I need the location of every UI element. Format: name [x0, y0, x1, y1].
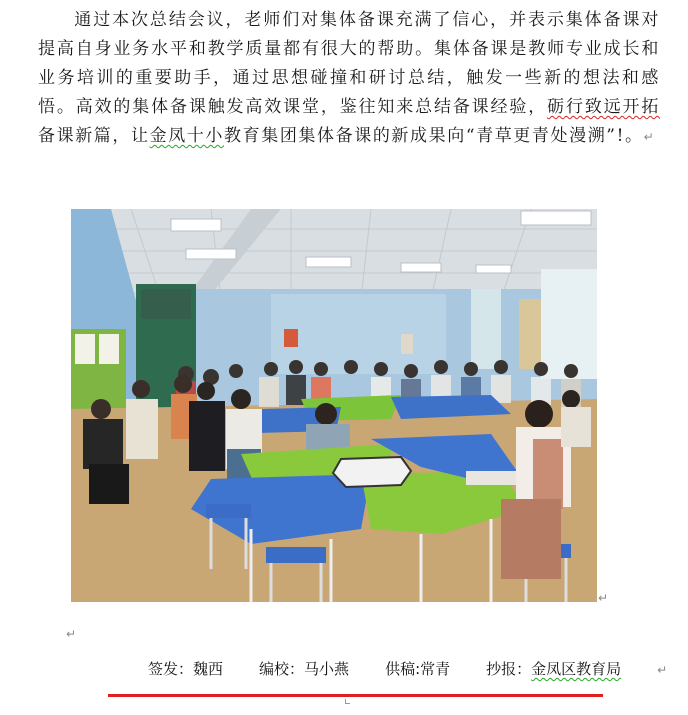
paragraph-text-5: 教育集团集体备课的新成果向“青草更青处漫溯”!。 [224, 126, 644, 146]
cc-label: 抄报： [486, 660, 532, 678]
footer-signer [148, 660, 223, 678]
paragraph-text-wavy: 砺行致远开拓 [547, 97, 660, 117]
footer-cc [486, 660, 621, 678]
editor-name: 马小燕 [304, 660, 350, 678]
contributor-name: 常青 [420, 660, 451, 678]
body-paragraph [38, 6, 660, 152]
section-marker [345, 699, 350, 704]
signer-label: 签发： [148, 660, 194, 678]
classroom-photo [71, 209, 597, 602]
footer-editor [259, 660, 349, 678]
editor-label: 编校： [259, 660, 305, 678]
photo-paragraph-mark: ↵ [598, 591, 609, 605]
paragraph-text-1: 通过本次总结会议，老师们对集体备课充满了信心，并表示集体备课对提高自身业务水平和教学质量都有很大的帮助。集体备课是教师专业成长和业务培训的重要助手，通过思想碰撞和研讨总结，触发一些新的想法和感悟。高效的集体备课触发高效课堂，鉴往知来总结备课经验， [38, 10, 660, 117]
footer-contributor [385, 660, 450, 678]
cc-name: 金凤区教育局 [531, 660, 622, 678]
paragraph-text-3: 备课新篇，让 [38, 126, 150, 146]
blank-paragraph-mark: ↵ [66, 627, 77, 641]
paragraph-text-green: 金凤十小 [149, 126, 225, 146]
signer-name: 魏西 [193, 660, 224, 678]
footer-mark: ↵ [657, 663, 668, 677]
footer-credits [148, 658, 667, 679]
red-rule [108, 694, 603, 697]
paragraph-mark: ↵ [643, 130, 656, 144]
contributor-label: 供稿: [385, 660, 421, 678]
